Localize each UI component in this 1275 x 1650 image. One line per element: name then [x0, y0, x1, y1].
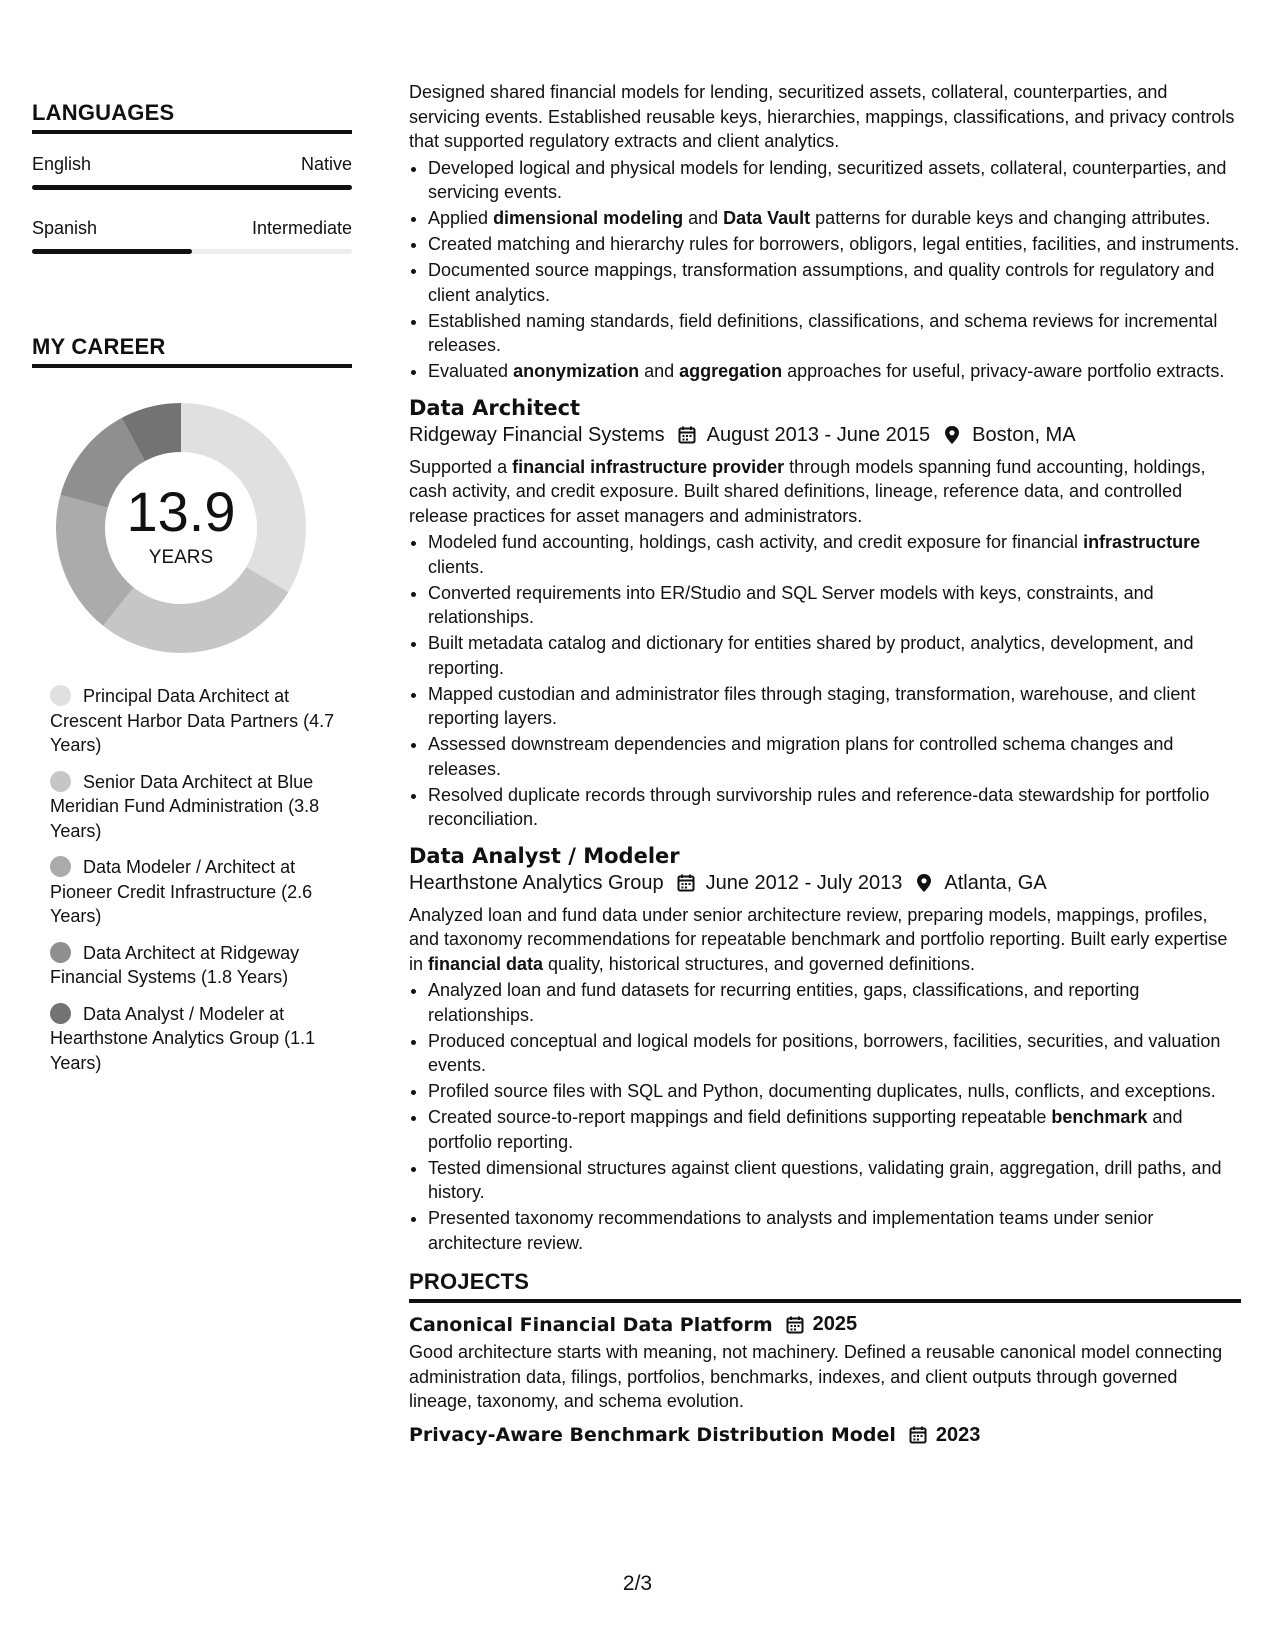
bullet-item: • Produced conceptual and logical models for positions, borrowers, facilities, securities, and valuation events. [428, 1029, 1241, 1078]
company-name: Hearthstone Analytics Group [409, 871, 664, 894]
language-name: English [32, 154, 92, 174]
languages-heading: LANGUAGES [32, 100, 352, 134]
legend-dot [50, 771, 71, 792]
bullet-item: • Presented taxonomy recommendations to analysts and implementation teams under senior architecture review. [428, 1206, 1241, 1255]
bullet-item: • Profiled source files with SQL and Python, documenting duplicates, nulls, conflicts, and exceptions. [428, 1079, 1241, 1104]
job-bullets [409, 530, 1241, 832]
bullet-item: • Mapped custodian and administrator files through staging, transformation, warehouse, and client reporting layers. [428, 682, 1241, 731]
career-legend-item [50, 684, 352, 758]
company-name: Ridgeway Financial Systems [409, 423, 665, 446]
job-dates: June 2012 - July 2013 [705, 871, 903, 894]
bullet-item: • Tested dimensional structures against client questions, validating grain, aggregation, drill paths, and history. [428, 1156, 1241, 1205]
bullet-item: • Converted requirements into ER/Studio and SQL Server models with keys, constraints, and relationships. [428, 581, 1241, 630]
job-meta [409, 424, 1241, 447]
legend-dot [50, 856, 71, 877]
career-legend-label: Senior Data Architect at Blue Meridian Fund Administration (3.8 Years) [50, 771, 320, 841]
bullet-item: • Documented source mappings, transformation assumptions, and quality controls for regulatory and client analytics. [428, 258, 1241, 307]
language-proficiency-bar [32, 185, 352, 190]
job-meta [409, 872, 1241, 895]
language-level: Intermediate [251, 218, 352, 238]
project-entry [409, 1313, 1241, 1414]
legend-dot [50, 1003, 71, 1024]
bullet-item: • Established naming standards, field definitions, classifications, and schema reviews for incremental releases. [428, 309, 1241, 358]
project-year: 2023 [935, 1423, 981, 1446]
legend-dot [50, 685, 71, 706]
projects-section [409, 1269, 1241, 1447]
job-summary: Designed shared financial models for lending, securitized assets, collateral, counterparties, and servicing events. Established reusable keys, hierarchies, mappings, classifications, and privacy controls that supported regulatory extracts and client analytics. [409, 82, 1235, 151]
language-item [32, 154, 352, 190]
project-title: Privacy-Aware Benchmark Distribution Model [409, 1424, 896, 1446]
bullet-item: • Created matching and hierarchy rules for borrowers, obligors, legal entities, facilities, and instruments. [428, 232, 1241, 257]
language-level: Native [300, 154, 352, 174]
project-year: 2025 [812, 1313, 858, 1335]
bullet-item: • Developed logical and physical models for lending, securitized assets, collateral, counterparties, and servicing events. [428, 156, 1241, 205]
job-location: Atlanta, GA [944, 871, 1047, 894]
bullet-item: • Modeled fund accounting, holdings, cash activity, and credit exposure for financial infrastructure clients. [428, 530, 1241, 579]
project-description: Good architecture starts with meaning, not machinery. Defined a reusable canonical model connecting administration data, filings, portfolios, benchmarks, indexes, and client outputs through governed lineage, taxonomy, and schema evolution. [409, 1342, 1223, 1411]
job-dates: August 2013 - June 2015 [706, 423, 931, 446]
career-segment [103, 567, 288, 653]
bullet-item: • Applied dimensional modeling and Data Vault patterns for durable keys and changing attributes. [428, 206, 1241, 231]
career-legend-item [50, 941, 352, 990]
language-name: Spanish [32, 218, 98, 238]
bullet-item: • Created source-to-report mappings and field definitions supporting repeatable benchmark and portfolio reporting. [428, 1105, 1241, 1154]
left-column [32, 100, 352, 1087]
career-donut-chart [56, 403, 306, 653]
right-column [409, 80, 1241, 1451]
career-total-unit: YEARS [148, 547, 214, 568]
career-total-years: 13.9 [126, 480, 236, 543]
career-legend-label: Principal Data Architect at Crescent Harbor Data Partners (4.7 Years) [50, 686, 335, 755]
bullet-item: • Built metadata catalog and dictionary for entities shared by product, analytics, development, and reporting. [428, 631, 1241, 680]
language-item [32, 218, 352, 254]
job-summary: Analyzed loan and fund data under senior architecture review, preparing models, mappings, profiles, and taxonomy recommendations for repeatable benchmark and portfolio reporting. Built early expertise in financial data quality, historical structures, and governed definitions. [409, 904, 1228, 974]
career-legend-label: Data Analyst / Modeler at Hearthstone Analytics Group (1.1 Years) [50, 1003, 316, 1073]
career-legend-label: Data Architect at Ridgeway Financial Systems (1.8 Years) [50, 942, 300, 987]
career-legend-item [50, 770, 352, 844]
job-bullets [409, 978, 1241, 1255]
bullet-item: • Assessed downstream dependencies and migration plans for controlled schema changes and releases. [428, 732, 1241, 781]
job-location: Boston, MA [972, 423, 1076, 446]
language-proficiency-bar [32, 249, 352, 254]
career-legend-label: Data Modeler / Architect at Pioneer Credit Infrastructure (2.6 Years) [50, 857, 313, 926]
job-bullets [409, 156, 1241, 384]
job-title: Data Architect [409, 395, 581, 420]
calendar-icon [677, 425, 697, 445]
location-pin-icon [914, 873, 934, 893]
legend-dot [50, 942, 71, 963]
job-title: Data Analyst / Modeler [409, 843, 680, 868]
job-entry [409, 844, 1241, 1256]
page-number: 2/3 [622, 1572, 653, 1595]
bullet-item: • Analyzed loan and fund datasets for recurring entities, gaps, classifications, and reporting relationships. [428, 978, 1241, 1027]
job-entry [409, 396, 1241, 832]
projects-heading: PROJECTS [409, 1269, 1241, 1303]
project-title: Canonical Financial Data Platform [409, 1313, 773, 1336]
career-legend-item [50, 1002, 352, 1076]
calendar-icon [676, 873, 696, 893]
calendar-icon [785, 1315, 805, 1335]
location-pin-icon [942, 425, 962, 445]
job-summary: Supported a financial infrastructure provider through models spanning fund accounting, holdings, cash activity, and credit exposure. Built shared definitions, lineage, reference data, and controlled release practices for asset managers and administrators. [409, 456, 1206, 526]
bullet-item: • Resolved duplicate records through survivorship rules and reference-data stewardship for portfolio reconciliation. [428, 783, 1241, 832]
career-legend-item [50, 855, 352, 929]
calendar-icon [908, 1425, 928, 1445]
project-entry [409, 1424, 1241, 1447]
bullet-item: • Evaluated anonymization and aggregation approaches for useful, privacy-aware portfolio extracts. [428, 359, 1241, 384]
career-legend [32, 684, 352, 1075]
career-heading: MY CAREER [32, 334, 352, 368]
